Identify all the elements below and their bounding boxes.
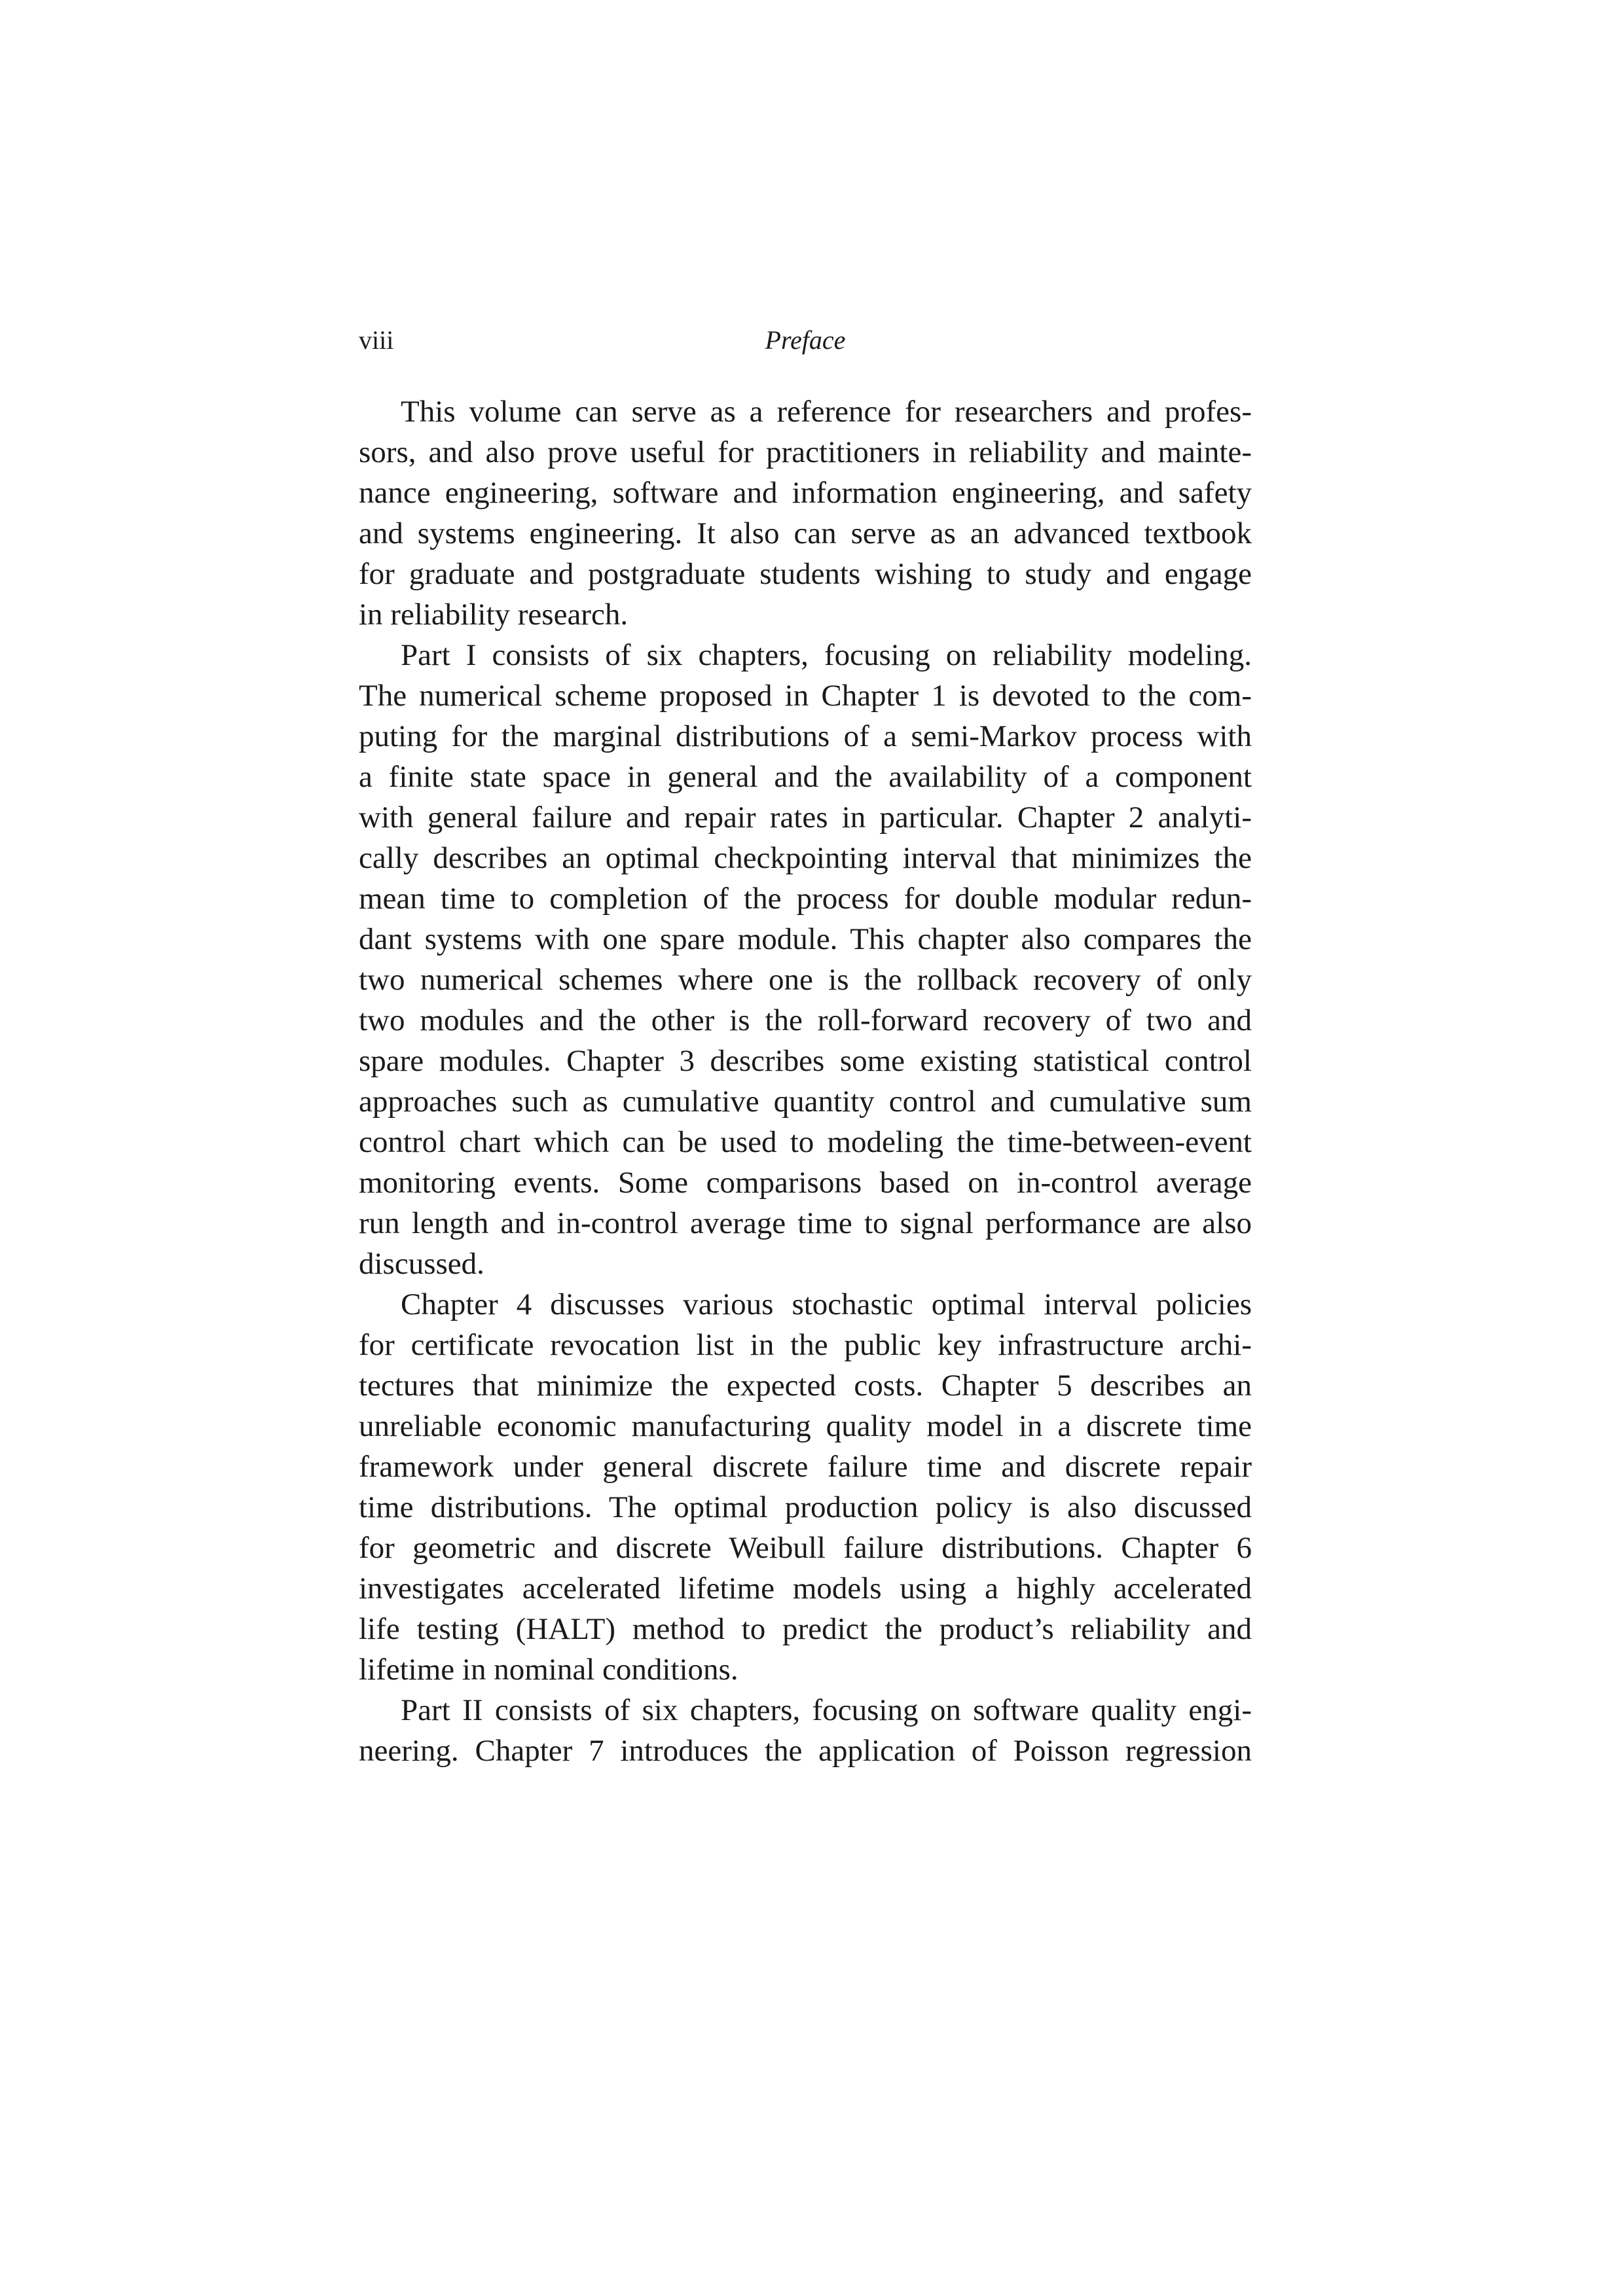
text-line: neering. Chapter 7 introduces the application of Poisson regression: [359, 1734, 1252, 1768]
text-line: dant systems with one spare module. This chapter also compares the: [359, 922, 1252, 956]
text-line: in reliability research.: [359, 598, 629, 632]
text-line: life testing (HALT) method to predict the product’s reliability and: [359, 1612, 1252, 1646]
text-line: cally describes an optimal checkpointing interval that minimizes the: [359, 841, 1252, 875]
text-line: Part II consists of six chapters, focusing on software quality engi-: [401, 1693, 1252, 1727]
text-line: run length and in-control average time to signal performance are also: [359, 1206, 1252, 1240]
text-line: for graduate and postgraduate students wishing to study and engage: [359, 557, 1252, 591]
text-line: framework under general discrete failure time and discrete repair: [359, 1450, 1252, 1484]
text-line: and systems engineering. It also can serve as an advanced textbook: [359, 516, 1252, 550]
text-line: tectures that minimize the expected costs. Chapter 5 describes an: [359, 1369, 1252, 1403]
paragraph: [359, 635, 1252, 1284]
text-line: investigates accelerated lifetime models using a highly accelerated: [359, 1571, 1252, 1605]
running-head: Preface: [765, 325, 846, 355]
paragraph: [359, 1690, 1252, 1771]
text-line: discussed.: [359, 1247, 484, 1281]
page-header: [359, 321, 1252, 360]
text-line: monitoring events. Some comparisons based on in-control average: [359, 1166, 1252, 1200]
text-line: with general failure and repair rates in particular. Chapter 2 analyti-: [359, 800, 1252, 834]
text-line: nance engineering, software and information engineering, and safety: [359, 476, 1252, 510]
text-line: Chapter 4 discusses various stochastic optimal interval policies: [401, 1287, 1252, 1321]
body-text: [359, 391, 1252, 1771]
text-line: control chart which can be used to modeling the time-between-event: [359, 1125, 1252, 1159]
text-line: time distributions. The optimal production policy is also discussed: [359, 1490, 1252, 1524]
text-line: two modules and the other is the roll-forward recovery of two and: [359, 1003, 1252, 1037]
text-line: lifetime in nominal conditions.: [359, 1653, 739, 1687]
text-line: a finite state space in general and the availability of a component: [359, 760, 1252, 794]
text-line: The numerical scheme proposed in Chapter 1 is devoted to the com-: [359, 679, 1252, 713]
text-line: sors, and also prove useful for practitioners in reliability and mainte-: [359, 435, 1252, 469]
text-line: unreliable economic manufacturing quality model in a discrete time: [359, 1409, 1252, 1443]
text-line: Part I consists of six chapters, focusing on reliability modeling.: [401, 638, 1252, 672]
text-line: mean time to completion of the process for double modular redun-: [359, 882, 1252, 916]
paragraph: [359, 1284, 1252, 1690]
text-line: puting for the marginal distributions of a semi-Markov process with: [359, 719, 1252, 753]
text-line: spare modules. Chapter 3 describes some existing statistical control: [359, 1044, 1252, 1078]
page-number: viii: [359, 325, 394, 355]
paragraph: [359, 391, 1252, 635]
text-line: approaches such as cumulative quantity control and cumulative sum: [359, 1085, 1252, 1119]
text-line: This volume can serve as a reference for researchers and profes-: [401, 395, 1252, 429]
text-line: for geometric and discrete Weibull failure distributions. Chapter 6: [359, 1531, 1252, 1565]
text-line: two numerical schemes where one is the rollback recovery of only: [359, 963, 1252, 997]
text-line: for certificate revocation list in the public key infrastructure archi-: [359, 1328, 1252, 1362]
